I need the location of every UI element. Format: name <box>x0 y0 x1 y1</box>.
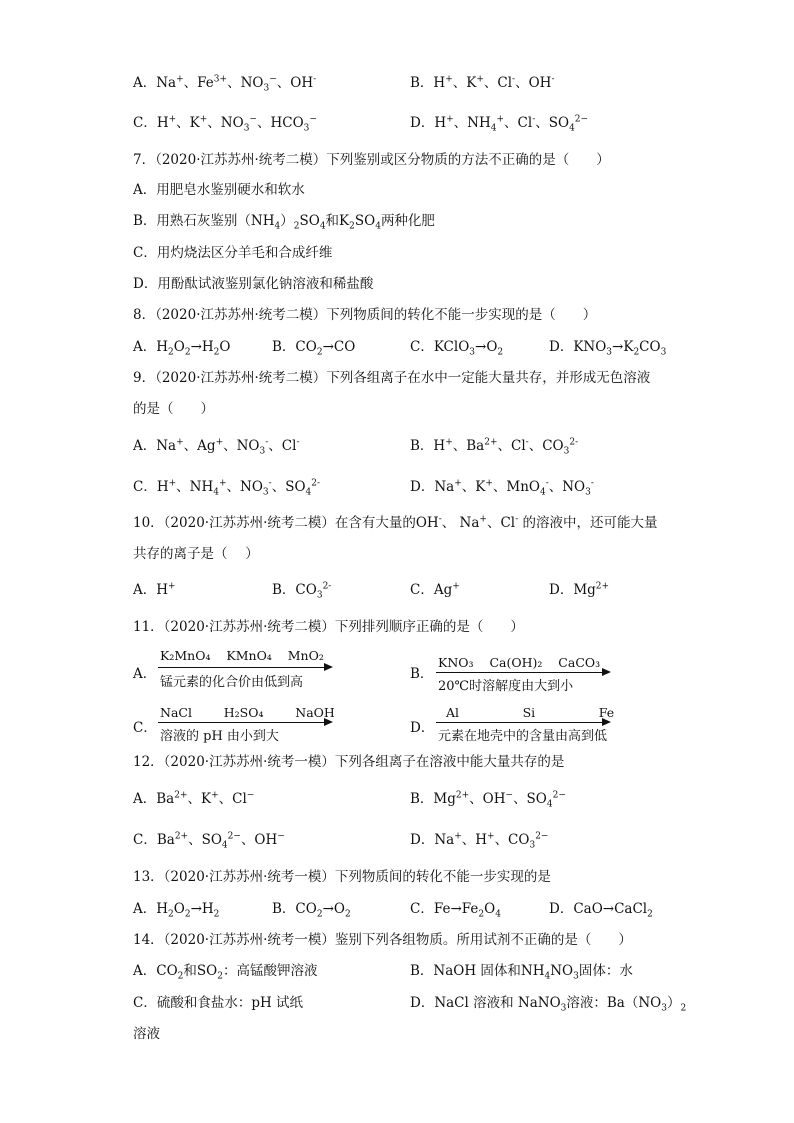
q12-option-c: C．$Ba^{2+}$、$SO_4^{2-}$、OH− <box>133 831 285 851</box>
q9-option-a: A．Na+、Ag+、$NO_3^-$、Cl- <box>133 437 300 457</box>
arrow-head-icon <box>602 668 611 676</box>
arrow-head-icon <box>324 663 333 671</box>
arrow-top-labels: Al Si Fe <box>445 705 615 720</box>
q10-stem-line2: 共存的离子是（ ） <box>133 546 259 562</box>
q6-option-d: D．H+、$NH_4^+$、Cl-、$SO_4^{2-}$ <box>410 114 589 134</box>
q10-option-c: C．Ag+ <box>410 581 460 598</box>
q6-option-b: B．H+、K+、Cl-、OH- <box>410 74 555 91</box>
q13-option-b: B．$CO_2\to O_2$ <box>272 901 351 920</box>
q8-stem: 8．（2020·江苏苏州·统考二模）下列物质间的转化不能一步实现的是（ ） <box>133 307 597 323</box>
q11-option-a-arrow <box>158 648 334 690</box>
q9-option-d: D．Na+、K+、MnO$_4$-、$NO_3^-$ <box>410 478 594 498</box>
q10-option-a: A．H+ <box>133 581 176 598</box>
q11-option-b-label: B． <box>410 666 434 682</box>
q7-stem: 7．（2020·江苏苏州·统考二模）下列鉴别或区分物质的方法不正确的是（ ） <box>133 152 610 168</box>
q13-option-c: C．$Fe\to Fe_2O_4$ <box>410 901 501 920</box>
q10-option-b: B．$CO_3^{2-}$ <box>272 581 332 601</box>
q13-option-a: A．$H_2O_2\to H_2$ <box>133 901 220 920</box>
arrow-line <box>158 722 326 723</box>
arrow-caption: 元素在地壳中的含量由高到低 <box>438 729 608 744</box>
q12-stem: 12．（2020·江苏苏州·统考一模）下列各组离子在溶液中能大量共存的是 <box>133 754 565 770</box>
q7-option-b: B．用熟石灰鉴别$(NH_4)_2SO_4$和$K_2SO_4$两种化肥 <box>133 213 435 232</box>
q11-option-d-label: D． <box>410 720 435 736</box>
q8-option-d: D．$KNO_3\to K_2CO_3$ <box>549 339 667 358</box>
q11-option-a-label: A． <box>133 666 157 682</box>
arrow-caption: 锰元素的化合价由低到高 <box>160 675 304 690</box>
q9-stem-line1: 9．（2020·江苏苏州·统考二模）下列各组离子在水中一定能大量共存，并形成无色溶液 <box>133 370 651 386</box>
q10-stem-line1: 10．（2020·江苏苏州·统考二模）在含有大量的OH-、 Na+、Cl- 的溶液中，还可能大量 <box>133 514 658 531</box>
arrow-line <box>436 672 604 673</box>
q11-option-c-label: C． <box>133 720 157 736</box>
q11-option-c-arrow <box>158 705 334 747</box>
arrow-top-labels: KNO₃ Ca(OH)₂ CaCO₃ <box>438 655 601 670</box>
q6-option-a: A．Na+、$Fe^{3+}$、$NO_3^-$、OH- <box>133 74 317 94</box>
q12-option-a: A．$Ba^{2+}$、K+、Cl− <box>133 790 255 807</box>
q10-option-d: D．$Mg^{2+}$ <box>549 581 610 598</box>
arrow-top-labels: NaCl H₂SO₄ NaOH <box>160 705 335 720</box>
q13-stem: 13．（2020·江苏苏州·统考一模）下列物质间的转化不能一步实现的是 <box>133 869 551 885</box>
q11-option-b-arrow <box>436 655 612 697</box>
q12-option-b: B．$Mg^{2+}$、OH−、$SO_4^{2-}$ <box>410 790 566 810</box>
q14-option-a: A．$CO_2$和$SO_2$：高锰酸钾溶液 <box>133 963 318 982</box>
q7-option-c: C．用灼烧法区分羊毛和合成纤维 <box>133 245 333 261</box>
q13-option-d: D．CaO→CaCl$_2$ <box>549 901 653 920</box>
arrow-line <box>158 667 326 668</box>
q8-option-b: B．$CO_2\to CO$ <box>272 339 356 358</box>
arrow-head-icon <box>324 718 333 726</box>
q7-option-d: D．用酚酞试液鉴别氯化钠溶液和稀盐酸 <box>133 276 374 292</box>
q8-option-c: C．$KClO_3\to O_2$ <box>410 339 504 358</box>
q14-option-c: C．硫酸和食盐水：pH 试纸 <box>133 995 304 1011</box>
q14-option-d: D．NaCl 溶液和 NaNO$_3$溶液：$Ba(NO_3)_2$ <box>410 995 687 1014</box>
arrow-line <box>436 722 604 723</box>
q14-option-b: B．NaOH 固体和$NH_4NO_3$固体：水 <box>410 963 633 982</box>
q11-stem: 11．（2020·江苏苏州·统考二模）下列排列顺序正确的是（ ） <box>133 619 524 635</box>
arrow-caption: 溶液的 pH 由小到大 <box>160 729 279 744</box>
q7-option-a: A．用肥皂水鉴别硬水和软水 <box>133 182 305 198</box>
q9-stem-line2: 的是（ ） <box>133 401 214 417</box>
arrow-caption: 20℃时溶解度由大到小 <box>438 679 574 694</box>
q6-option-c: C．H+、K+、$NO_3^-$、$HCO_3^-$ <box>133 114 317 134</box>
q8-option-a: A．$H_2O_2\to H_2O$ <box>133 339 231 358</box>
q14-stem: 14．（2020·江苏苏州·统考一模）鉴别下列各组物质。所用试剂不正确的是（ ） <box>133 932 632 948</box>
q12-option-d: D．Na+、H+、$CO_3^{2-}$ <box>410 831 549 851</box>
q14-option-d-continued: 溶液 <box>133 1026 160 1042</box>
q9-option-b: B．H+、$Ba^{2+}$、Cl-、$CO_3^{2-}$ <box>410 437 579 457</box>
q9-option-c: C．H+、$NH_4^+$、$NO_3^-$、$SO_4^{2-}$ <box>133 478 321 498</box>
q11-option-d-arrow <box>436 705 615 747</box>
arrow-top-labels: K₂MnO₄ KMnO₄ MnO₂ <box>160 648 324 663</box>
